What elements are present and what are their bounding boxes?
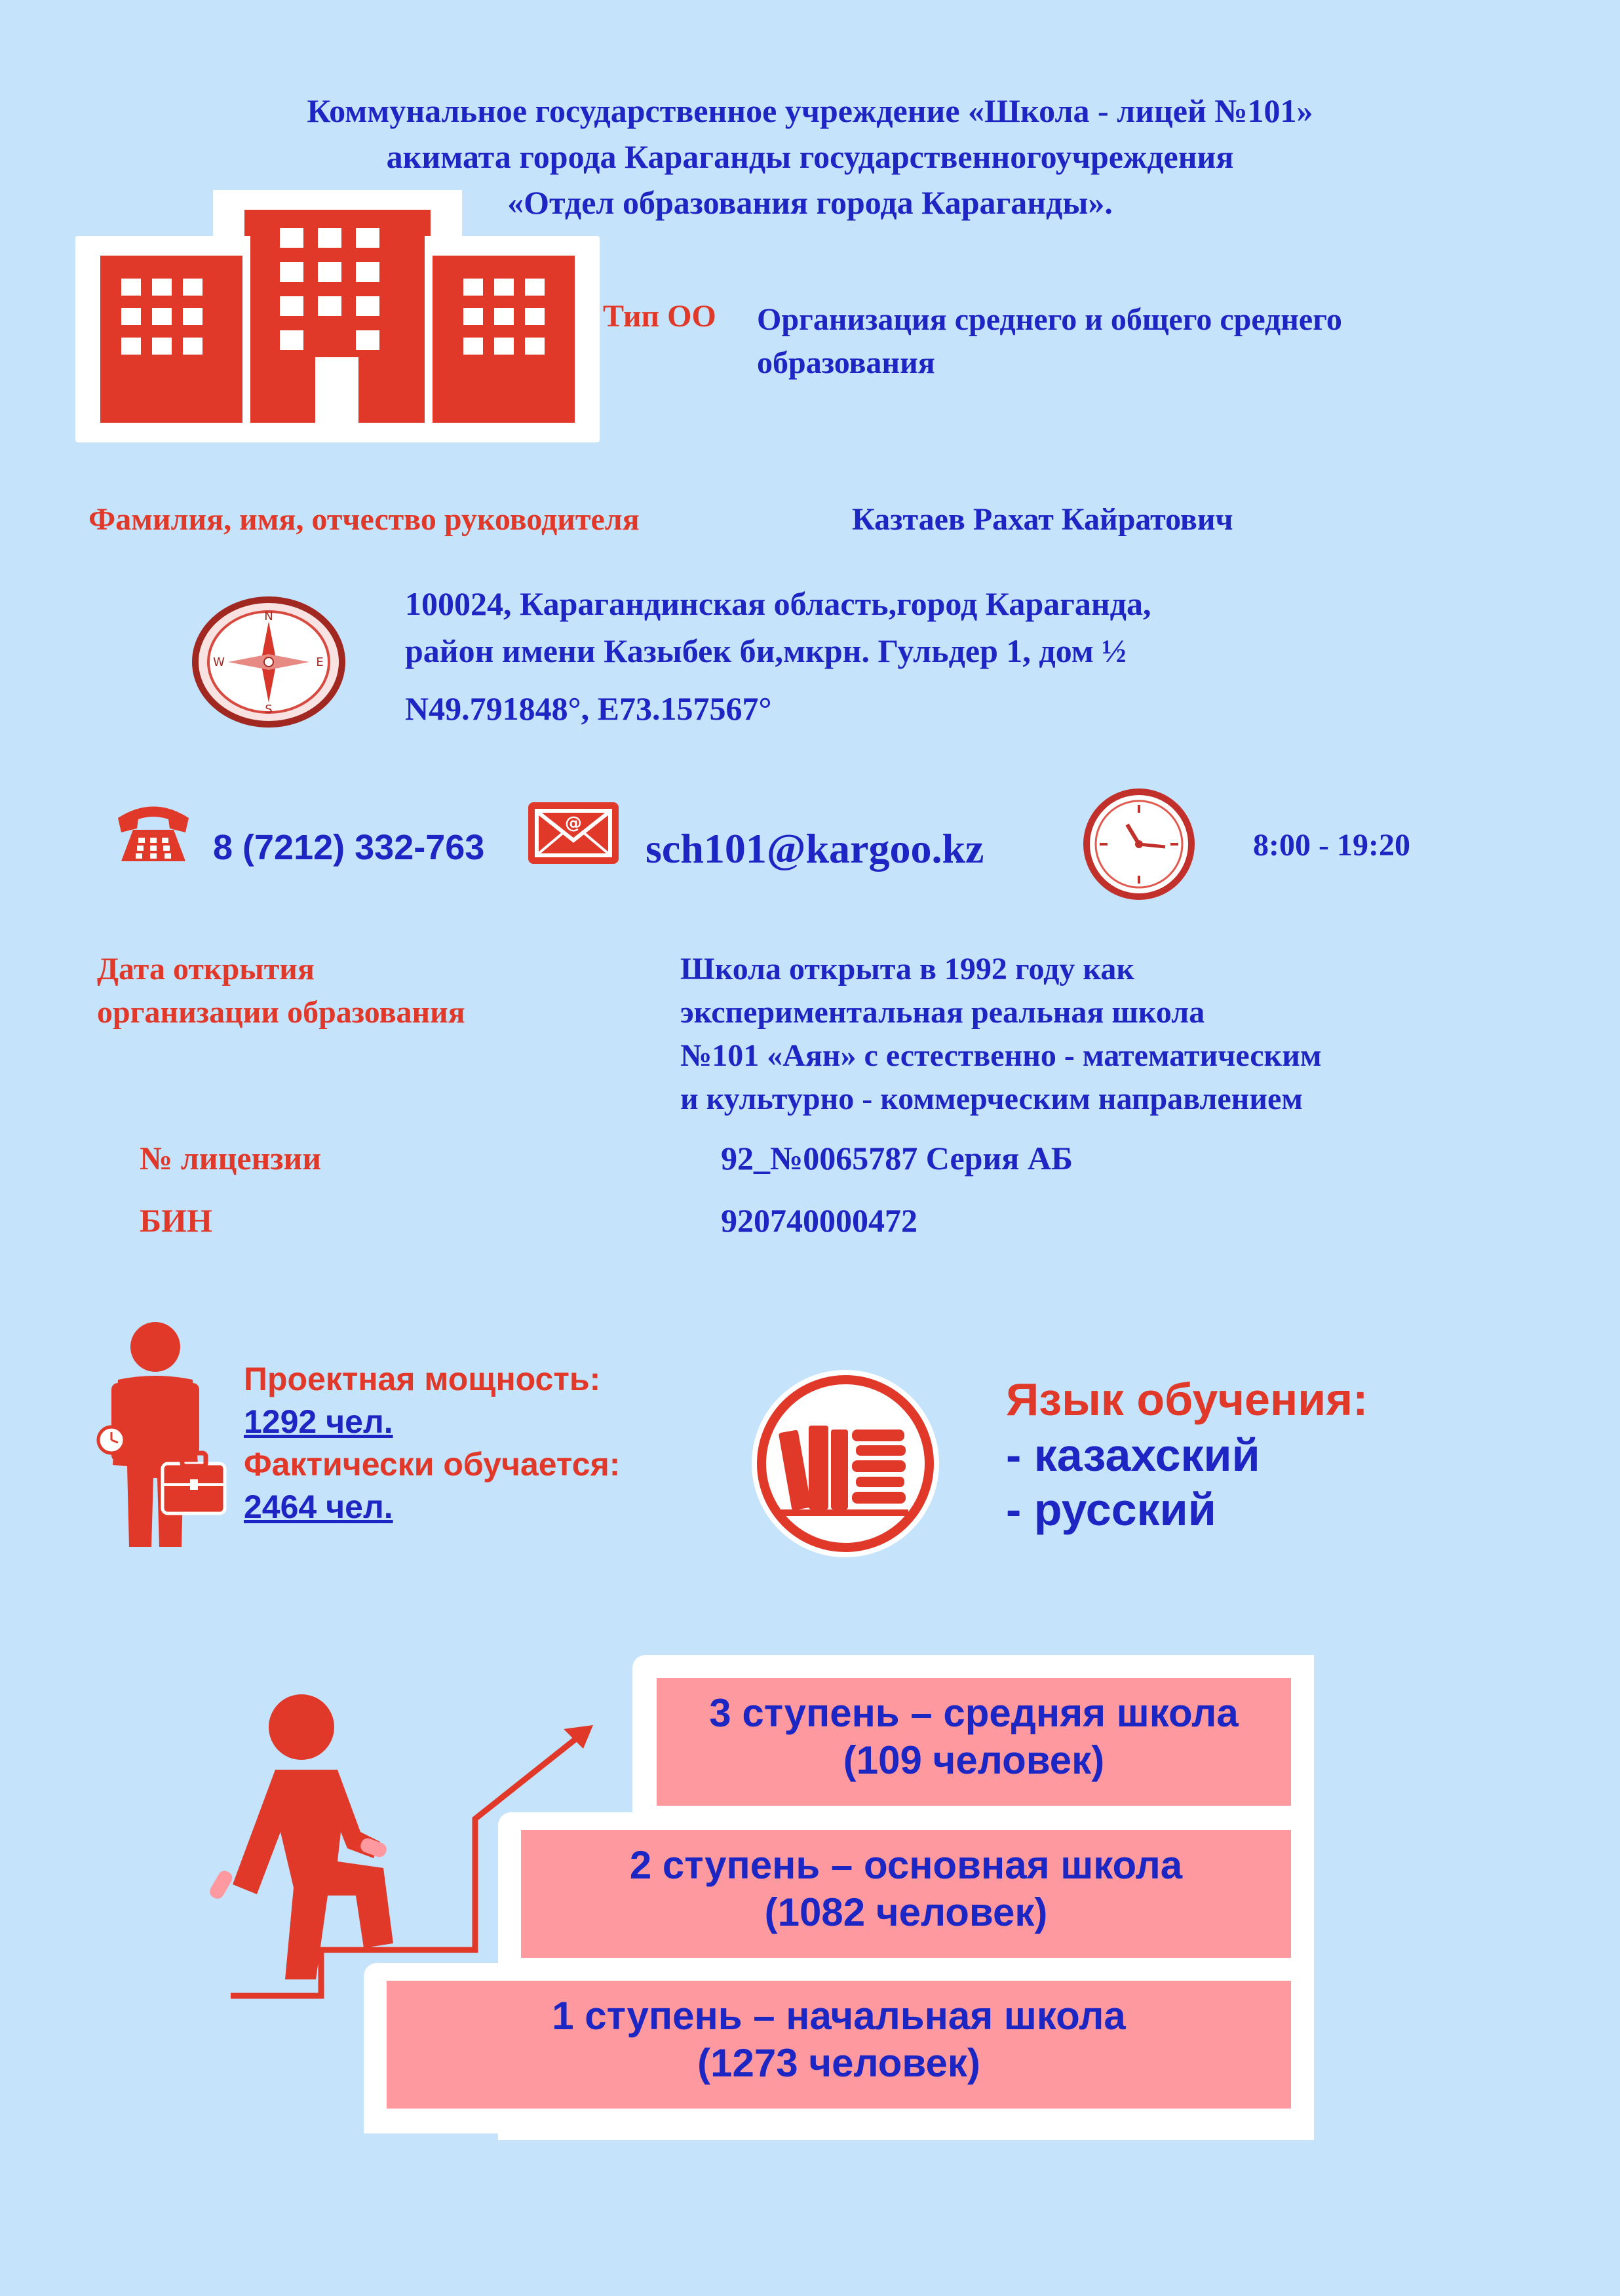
- header-line-1: Коммунальное государственное учреждение «Школа - лицей №101»: [307, 92, 1313, 129]
- person-climbing-stairs-icon: [197, 1691, 603, 2019]
- opening-value-line-1: Школа открыта в 1992 году как: [680, 952, 1134, 986]
- language-russian: - русский: [1006, 1484, 1216, 1535]
- person-briefcase-icon: [92, 1321, 236, 1547]
- step-3-count: (109 человек): [843, 1738, 1105, 1782]
- opening-label: [97, 948, 465, 1034]
- email-address[interactable]: sch101@kargoo.kz: [646, 825, 984, 872]
- license-value: 92_№0065787 Серия АБ: [721, 1140, 1073, 1177]
- bin-value: 920740000472: [721, 1202, 917, 1239]
- header-line-3: «Отдел образования города Караганды».: [507, 184, 1113, 221]
- license-label: № лицензии: [140, 1140, 322, 1177]
- address-line-1: 100024, Карагандинская область,город Караганда,: [405, 585, 1151, 622]
- type-value-line-1: Организация среднего и общего среднего: [757, 302, 1342, 337]
- opening-value: [680, 948, 1322, 1121]
- bin-label: БИН: [140, 1202, 212, 1239]
- step-2-box: [521, 1830, 1291, 1958]
- phone-number[interactable]: 8 (7212) 332-763: [213, 828, 485, 867]
- type-value-line-2: образования: [757, 345, 935, 380]
- actual-students-label: Фактически обучается:: [244, 1446, 621, 1483]
- actual-students-value: 2464 чел.: [244, 1489, 393, 1525]
- type-label: Тип ОО: [603, 299, 716, 334]
- step-3-title: 3 ступень – средняя школа: [709, 1691, 1239, 1735]
- compass-n: N: [264, 610, 273, 623]
- compass-icon: [190, 596, 347, 728]
- email-icon-at: @: [565, 813, 582, 833]
- step-2-count: (1082 человек): [764, 1890, 1048, 1934]
- email-icon: [526, 800, 621, 866]
- compass-e: E: [316, 655, 324, 669]
- language-title: Язык обучения:: [1006, 1374, 1368, 1425]
- director-name: Казтаев Рахат Кайратович: [852, 502, 1233, 537]
- address-block: [405, 580, 1151, 732]
- opening-label-line-1: Дата открытия: [97, 952, 315, 986]
- step-1-count: (1273 человек): [697, 2041, 980, 2085]
- address-coords: N49.791848°, E73.157567°: [405, 690, 772, 727]
- compass-w: W: [213, 655, 225, 669]
- address-line-2: район имени Казыбек би,мкрн. Гульдер 1, дом ½: [405, 632, 1127, 669]
- working-hours: 8:00 - 19:20: [1253, 828, 1410, 863]
- language-kazakh: - казахский: [1006, 1430, 1260, 1481]
- opening-value-line-4: и культурно - коммерческим направлением: [680, 1081, 1303, 1116]
- header-line-2: акимата города Караганды государственногоучреждения: [386, 138, 1234, 175]
- books-icon: [747, 1365, 944, 1562]
- design-capacity-value: 1292 чел.: [244, 1403, 393, 1440]
- compass-s: S: [265, 703, 273, 716]
- opening-label-line-2: организации образования: [97, 995, 465, 1030]
- school-building-icon: [75, 190, 600, 442]
- step-3-box: [657, 1678, 1291, 1806]
- step-1-title: 1 ступень – начальная школа: [552, 1994, 1126, 2038]
- step-2-title: 2 ступень – основная школа: [629, 1843, 1183, 1887]
- opening-value-line-3: №101 «Аян» с естественно - математическим: [680, 1038, 1322, 1073]
- phone-icon: [115, 798, 192, 864]
- clock-icon: [1081, 787, 1197, 902]
- type-value: [757, 298, 1342, 385]
- opening-value-line-2: экспериментальная реальная школа: [680, 995, 1205, 1030]
- design-capacity-label: Проектная мощность:: [244, 1361, 601, 1397]
- director-label: Фамилия, имя, отчество руководителя: [88, 502, 640, 537]
